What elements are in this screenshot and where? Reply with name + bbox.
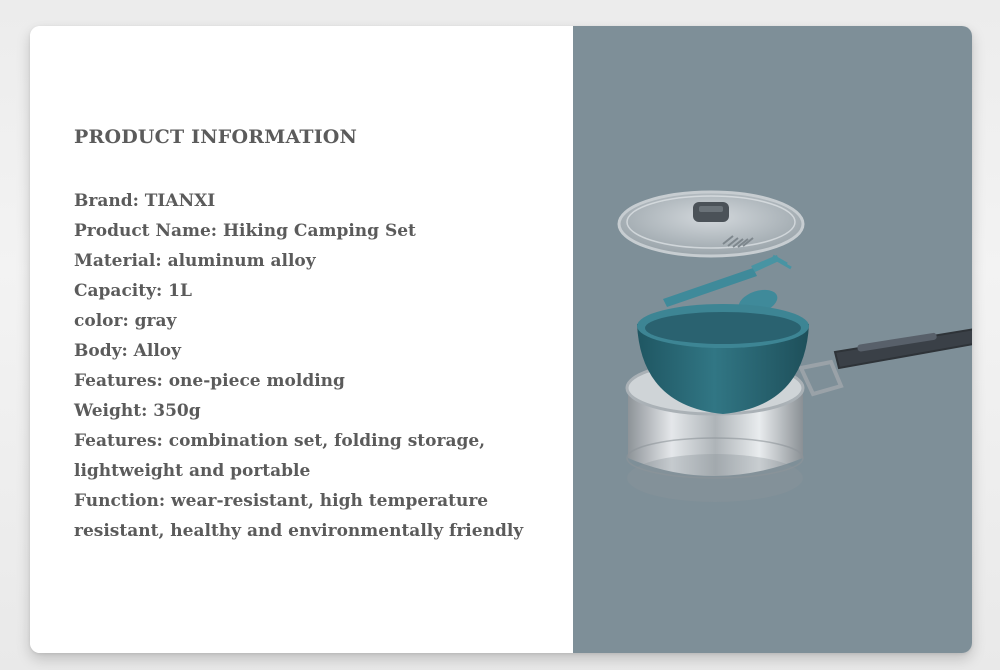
info-product-name: Product Name: Hiking Camping Set [74,221,416,241]
info-brand: Brand: TIANXI [74,191,216,211]
pot-handle-icon [801,329,972,394]
cookware-set-image [573,26,972,653]
info-function: Function: wear-resistant, high temperature [74,491,489,511]
info-weight: Weight: 350g [74,401,201,421]
info-features-set-continued: lightweight and portable [74,461,311,481]
info-color: color: gray [74,311,177,331]
info-features-molding: Features: one-piece molding [74,371,345,391]
product-image-panel [573,26,972,653]
info-body: Body: Alloy [74,341,181,361]
product-info-title: PRODUCT INFORMATION [74,126,358,148]
info-material: Material: aluminum alloy [74,251,316,271]
product-info-list [74,186,554,546]
product-card [30,26,972,653]
info-function-continued: resistant, healthy and environmentally friendly [74,521,524,541]
product-info-panel [30,26,573,653]
info-features-set: Features: combination set, folding storage, [74,431,486,451]
info-capacity: Capacity: 1L [74,281,192,301]
lid-icon [619,192,803,256]
